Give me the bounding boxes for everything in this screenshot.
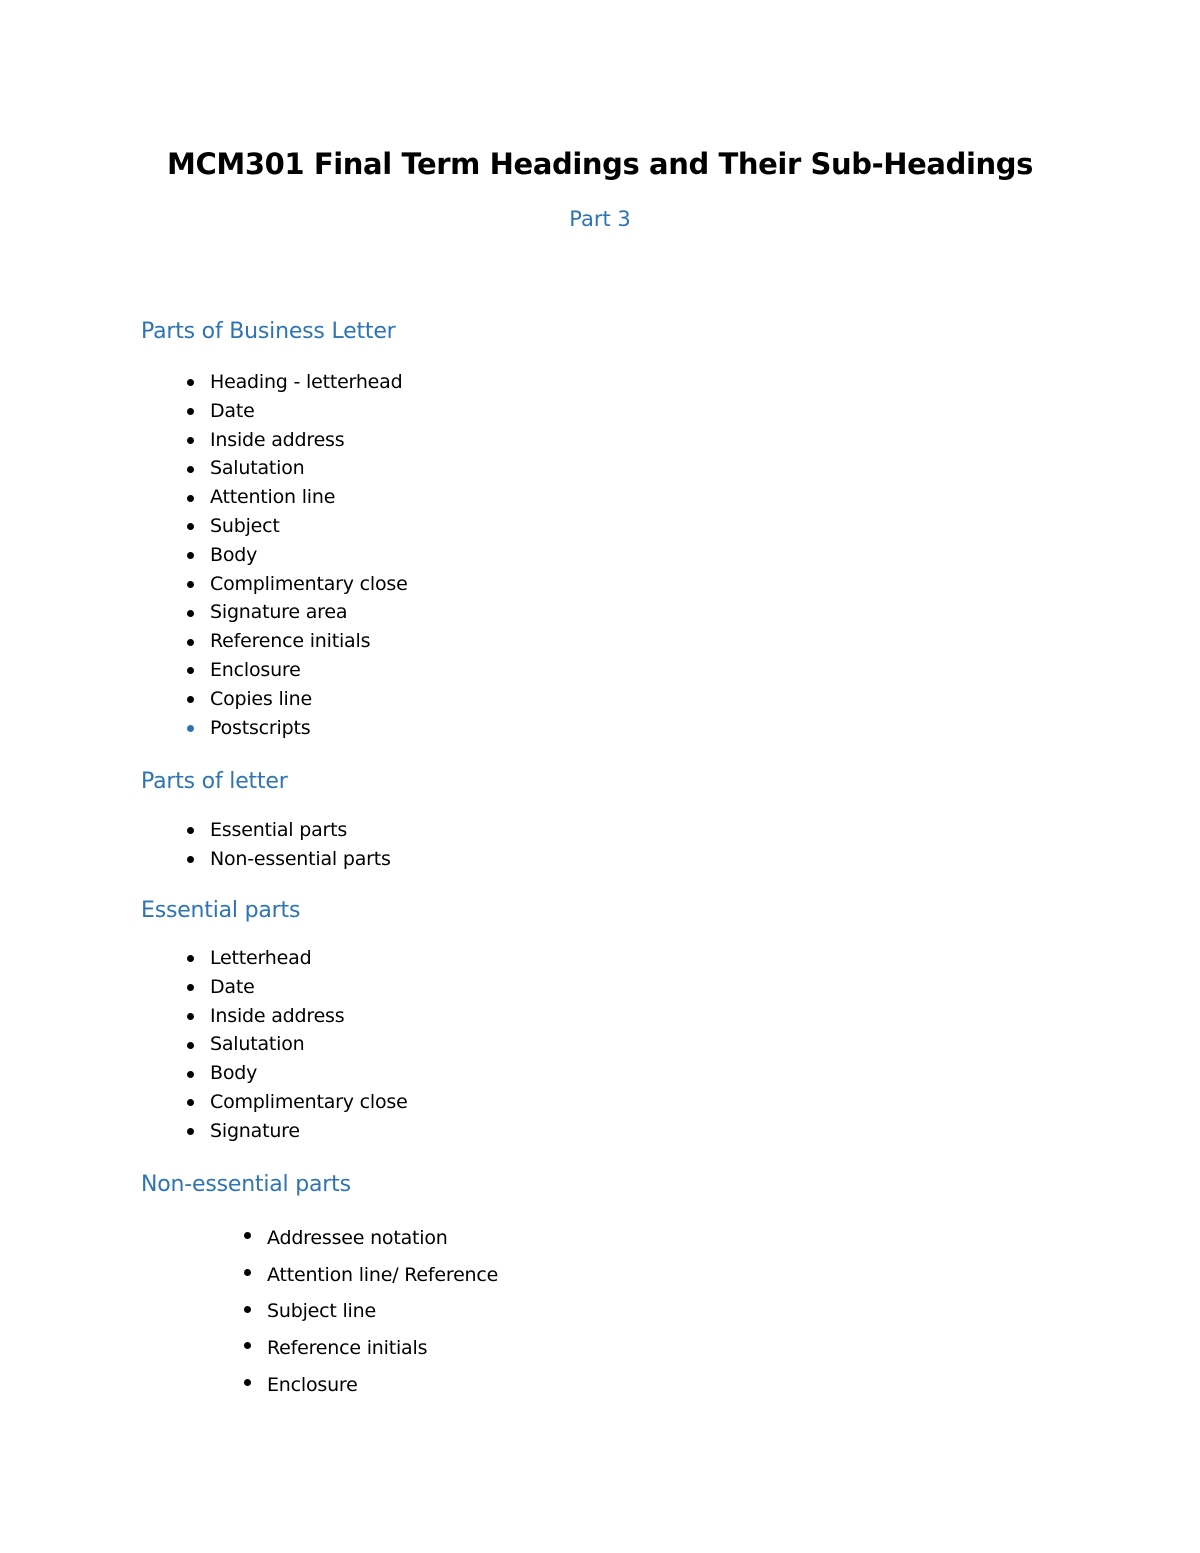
list-item [210, 1117, 408, 1146]
list-item-label: Subject [210, 514, 280, 537]
bullet-icon [187, 827, 194, 834]
list-item-label: Heading - letterhead [210, 371, 403, 393]
bullet-icon [187, 955, 194, 962]
bullet-icon [187, 379, 194, 386]
bullet-icon [244, 1306, 251, 1313]
bullet-icon [187, 552, 194, 559]
bullet-icon [187, 696, 194, 703]
bullet-icon [187, 639, 194, 646]
list-item-label: Date [210, 399, 255, 422]
list-item [210, 944, 408, 973]
list-item [210, 397, 408, 426]
list-item [210, 816, 391, 845]
bullet-icon [244, 1232, 251, 1239]
document-title: MCM301 Final Term Headings and Their Sub-Headings [167, 147, 1033, 181]
list-item [210, 714, 408, 743]
list-item-label: Signature area [210, 601, 348, 624]
list-item [210, 598, 408, 627]
bullet-icon [187, 1071, 194, 1078]
list-item-label: Subject line [267, 1300, 376, 1323]
list-item [267, 1367, 498, 1404]
list-item [210, 1030, 408, 1059]
section-heading-parts-of-letter: Parts of letter [141, 769, 288, 794]
bullet-icon [187, 1042, 194, 1049]
list-item [210, 541, 408, 570]
list-item [210, 656, 408, 685]
bullet-icon [187, 984, 194, 991]
list-item-label: Complimentary close [210, 1090, 408, 1113]
list-item-label: Non-essential parts [210, 847, 391, 870]
list-item-label: Complimentary close [210, 572, 408, 595]
list-non-essential-parts [267, 1220, 498, 1403]
list-item [210, 512, 408, 541]
bullet-icon [244, 1269, 251, 1276]
list-item [210, 627, 408, 656]
bullet-icon [187, 725, 194, 732]
list-item-label: Enclosure [267, 1373, 358, 1396]
list-item [210, 368, 408, 397]
list-item-label: Inside address [210, 428, 345, 451]
bullet-icon [187, 466, 194, 473]
list-item-label: Date [210, 975, 255, 998]
document-subtitle: Part 3 [569, 207, 631, 231]
list-item-label: Letterhead [210, 947, 312, 969]
bullet-icon [187, 1099, 194, 1106]
list-item-label: Essential parts [210, 819, 348, 841]
bullet-icon [187, 523, 194, 530]
list-item-label: Body [210, 1062, 258, 1085]
section-heading-essential-parts: Essential parts [141, 898, 301, 923]
list-item-label: Enclosure [210, 658, 301, 681]
list-item [210, 454, 408, 483]
list-item-label: Postscripts [210, 716, 311, 739]
list-item [267, 1293, 498, 1330]
list-parts-of-business-letter [210, 368, 408, 742]
list-item-label: Reference initials [210, 630, 371, 653]
bullet-icon [187, 408, 194, 415]
list-item-label: Addressee notation [267, 1227, 448, 1249]
list-item [210, 570, 408, 599]
section-heading-non-essential-parts: Non-essential parts [141, 1172, 351, 1197]
list-parts-of-letter [210, 816, 391, 874]
list-item [210, 845, 391, 874]
list-item [210, 1088, 408, 1117]
bullet-icon [187, 581, 194, 588]
list-item [210, 1059, 408, 1088]
list-item-label: Salutation [210, 1033, 305, 1056]
list-item [267, 1330, 498, 1367]
list-item-label: Inside address [210, 1004, 345, 1027]
bullet-icon [187, 667, 194, 674]
bullet-icon [244, 1342, 251, 1349]
bullet-icon [187, 610, 194, 617]
list-item [210, 426, 408, 455]
list-item-label: Attention line [210, 486, 336, 509]
list-item-label: Reference initials [267, 1337, 428, 1360]
list-item [210, 973, 408, 1002]
list-item [267, 1257, 498, 1294]
bullet-icon [244, 1379, 251, 1386]
bullet-icon [187, 1128, 194, 1135]
bullet-icon [187, 856, 194, 863]
list-item-label: Body [210, 543, 258, 566]
list-item [210, 685, 408, 714]
bullet-icon [187, 437, 194, 444]
list-item-label: Salutation [210, 457, 305, 480]
list-item-label: Attention line/ Reference [267, 1263, 499, 1286]
list-item [210, 1002, 408, 1031]
list-item-label: Signature [210, 1119, 300, 1142]
list-item-label: Copies line [210, 687, 312, 710]
section-heading-parts-of-business-letter: Parts of Business Letter [141, 319, 396, 344]
list-essential-parts [210, 944, 408, 1146]
bullet-icon [187, 1013, 194, 1020]
bullet-icon [187, 495, 194, 502]
list-item [210, 483, 408, 512]
list-item [267, 1220, 498, 1257]
